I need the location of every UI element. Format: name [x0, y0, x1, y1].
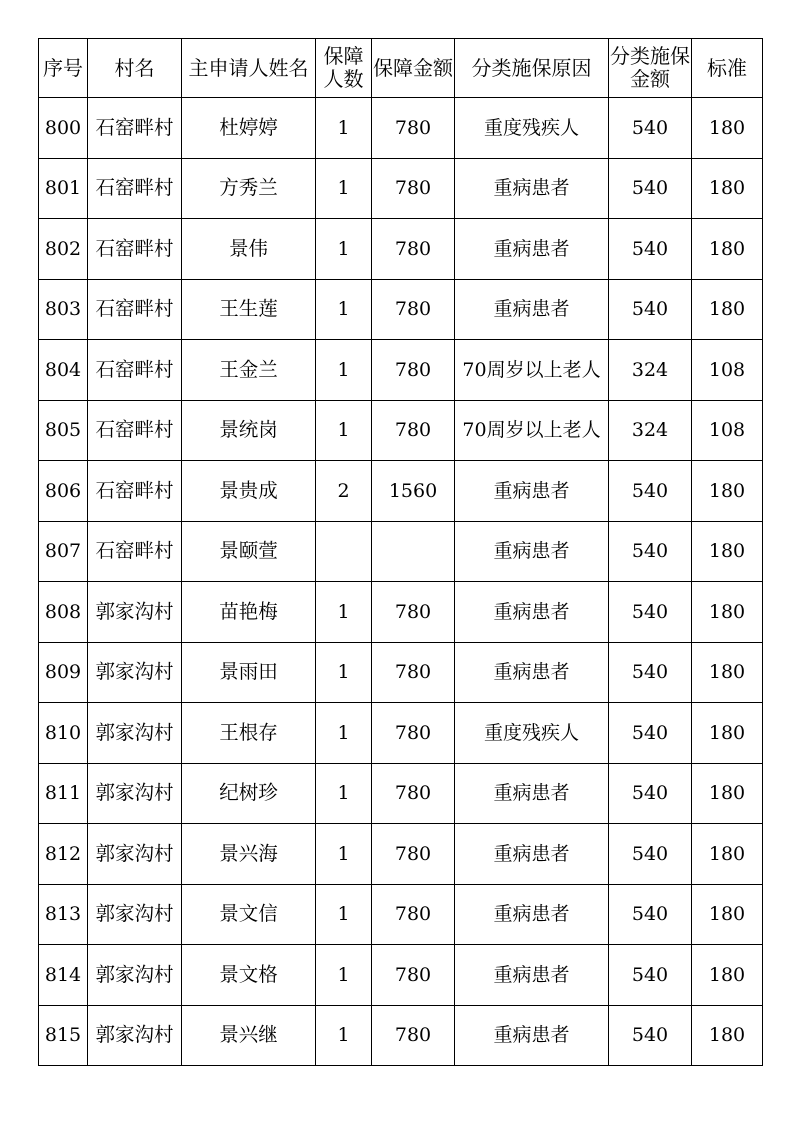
cell-village: 郭家沟村	[88, 824, 182, 885]
header-row	[39, 39, 763, 98]
cell-reason: 重病患者	[455, 582, 609, 643]
cell-amount: 780	[372, 98, 455, 159]
cell-reason: 重病患者	[455, 824, 609, 885]
cell-standard: 180	[692, 158, 763, 219]
cell-class-amount: 540	[609, 884, 692, 945]
table-row	[39, 461, 763, 522]
cell-reason: 重病患者	[455, 279, 609, 340]
cell-reason: 重病患者	[455, 642, 609, 703]
cell-amount: 780	[372, 763, 455, 824]
cell-people: 1	[316, 98, 372, 159]
cell-seq: 806	[39, 461, 88, 522]
cell-reason: 重病患者	[455, 461, 609, 522]
cell-class-amount: 540	[609, 582, 692, 643]
cell-applicant: 景文格	[182, 945, 316, 1006]
assistance-table	[38, 38, 763, 1066]
table-row	[39, 158, 763, 219]
table-row	[39, 642, 763, 703]
cell-seq: 814	[39, 945, 88, 1006]
cell-applicant: 方秀兰	[182, 158, 316, 219]
cell-village: 石窑畔村	[88, 279, 182, 340]
cell-amount: 780	[372, 219, 455, 280]
cell-village: 郭家沟村	[88, 642, 182, 703]
cell-applicant: 景统岗	[182, 400, 316, 461]
cell-seq: 811	[39, 763, 88, 824]
cell-class-amount: 540	[609, 461, 692, 522]
cell-class-amount: 540	[609, 521, 692, 582]
cell-village: 石窑畔村	[88, 98, 182, 159]
cell-seq: 801	[39, 158, 88, 219]
cell-class-amount: 540	[609, 219, 692, 280]
cell-village: 郭家沟村	[88, 582, 182, 643]
cell-standard: 108	[692, 340, 763, 401]
cell-standard: 108	[692, 400, 763, 461]
cell-village: 石窑畔村	[88, 158, 182, 219]
cell-village: 郭家沟村	[88, 763, 182, 824]
cell-village: 石窑畔村	[88, 219, 182, 280]
cell-amount: 780	[372, 158, 455, 219]
cell-standard: 180	[692, 582, 763, 643]
cell-seq: 808	[39, 582, 88, 643]
cell-class-amount: 540	[609, 824, 692, 885]
cell-people: 1	[316, 642, 372, 703]
table-row	[39, 279, 763, 340]
cell-seq: 807	[39, 521, 88, 582]
table-row	[39, 582, 763, 643]
cell-class-amount: 324	[609, 400, 692, 461]
cell-people: 1	[316, 400, 372, 461]
cell-amount: 1560	[372, 461, 455, 522]
table-row	[39, 1005, 763, 1066]
cell-people: 1	[316, 824, 372, 885]
cell-reason: 70周岁以上老人	[455, 400, 609, 461]
cell-reason: 重病患者	[455, 158, 609, 219]
cell-people: 1	[316, 279, 372, 340]
table-row	[39, 219, 763, 280]
cell-applicant: 王根存	[182, 703, 316, 764]
cell-reason: 重病患者	[455, 219, 609, 280]
cell-applicant: 景文信	[182, 884, 316, 945]
table-row	[39, 703, 763, 764]
cell-class-amount: 540	[609, 945, 692, 1006]
cell-people: 1	[316, 1005, 372, 1066]
table-row	[39, 98, 763, 159]
cell-standard: 180	[692, 461, 763, 522]
cell-amount: 780	[372, 642, 455, 703]
cell-village: 石窑畔村	[88, 461, 182, 522]
header-village: 村名	[88, 39, 182, 98]
cell-amount: 780	[372, 884, 455, 945]
cell-people: 1	[316, 582, 372, 643]
cell-seq: 809	[39, 642, 88, 703]
cell-people: 1	[316, 340, 372, 401]
cell-village: 石窑畔村	[88, 521, 182, 582]
cell-seq: 815	[39, 1005, 88, 1066]
cell-reason: 重度残疾人	[455, 98, 609, 159]
cell-amount: 780	[372, 279, 455, 340]
cell-village: 郭家沟村	[88, 1005, 182, 1066]
cell-people: 1	[316, 219, 372, 280]
cell-class-amount: 540	[609, 642, 692, 703]
header-class-amount: 分类施保金额	[609, 39, 692, 98]
cell-class-amount: 324	[609, 340, 692, 401]
cell-seq: 802	[39, 219, 88, 280]
cell-standard: 180	[692, 1005, 763, 1066]
cell-reason: 重病患者	[455, 884, 609, 945]
cell-amount	[372, 521, 455, 582]
table-row	[39, 945, 763, 1006]
cell-class-amount: 540	[609, 279, 692, 340]
cell-standard: 180	[692, 763, 763, 824]
cell-people: 2	[316, 461, 372, 522]
cell-people: 1	[316, 945, 372, 1006]
cell-standard: 180	[692, 703, 763, 764]
cell-applicant: 纪树珍	[182, 763, 316, 824]
cell-applicant: 景兴海	[182, 824, 316, 885]
cell-standard: 180	[692, 884, 763, 945]
cell-standard: 180	[692, 945, 763, 1006]
cell-people: 1	[316, 703, 372, 764]
cell-reason: 重病患者	[455, 763, 609, 824]
cell-applicant: 景伟	[182, 219, 316, 280]
cell-applicant: 王金兰	[182, 340, 316, 401]
cell-standard: 180	[692, 824, 763, 885]
cell-village: 石窑畔村	[88, 400, 182, 461]
cell-seq: 810	[39, 703, 88, 764]
cell-amount: 780	[372, 824, 455, 885]
cell-amount: 780	[372, 1005, 455, 1066]
cell-applicant: 景贵成	[182, 461, 316, 522]
cell-village: 石窑畔村	[88, 340, 182, 401]
cell-seq: 804	[39, 340, 88, 401]
cell-seq: 812	[39, 824, 88, 885]
cell-amount: 780	[372, 582, 455, 643]
header-amount: 保障金额	[372, 39, 455, 98]
cell-amount: 780	[372, 703, 455, 764]
cell-applicant: 景雨田	[182, 642, 316, 703]
cell-standard: 180	[692, 219, 763, 280]
table-row	[39, 884, 763, 945]
cell-applicant: 王生莲	[182, 279, 316, 340]
table-row	[39, 400, 763, 461]
cell-class-amount: 540	[609, 158, 692, 219]
table-row	[39, 340, 763, 401]
header-reason: 分类施保原因	[455, 39, 609, 98]
table-row	[39, 824, 763, 885]
cell-village: 郭家沟村	[88, 945, 182, 1006]
cell-standard: 180	[692, 521, 763, 582]
cell-standard: 180	[692, 279, 763, 340]
header-seq: 序号	[39, 39, 88, 98]
cell-reason: 70周岁以上老人	[455, 340, 609, 401]
cell-seq: 803	[39, 279, 88, 340]
cell-people	[316, 521, 372, 582]
cell-village: 郭家沟村	[88, 884, 182, 945]
header-applicant: 主申请人姓名	[182, 39, 316, 98]
cell-village: 郭家沟村	[88, 703, 182, 764]
cell-applicant: 杜婷婷	[182, 98, 316, 159]
cell-standard: 180	[692, 642, 763, 703]
cell-amount: 780	[372, 340, 455, 401]
table-row	[39, 521, 763, 582]
cell-amount: 780	[372, 945, 455, 1006]
cell-class-amount: 540	[609, 703, 692, 764]
cell-amount: 780	[372, 400, 455, 461]
cell-people: 1	[316, 158, 372, 219]
header-people: 保障人数	[316, 39, 372, 98]
cell-applicant: 景颐萱	[182, 521, 316, 582]
cell-class-amount: 540	[609, 98, 692, 159]
cell-reason: 重病患者	[455, 521, 609, 582]
cell-applicant: 景兴继	[182, 1005, 316, 1066]
cell-people: 1	[316, 884, 372, 945]
cell-seq: 813	[39, 884, 88, 945]
table-row	[39, 763, 763, 824]
cell-standard: 180	[692, 98, 763, 159]
cell-seq: 800	[39, 98, 88, 159]
cell-reason: 重度残疾人	[455, 703, 609, 764]
header-standard: 标准	[692, 39, 763, 98]
cell-reason: 重病患者	[455, 945, 609, 1006]
cell-people: 1	[316, 763, 372, 824]
cell-seq: 805	[39, 400, 88, 461]
cell-class-amount: 540	[609, 763, 692, 824]
cell-applicant: 苗艳梅	[182, 582, 316, 643]
cell-reason: 重病患者	[455, 1005, 609, 1066]
cell-class-amount: 540	[609, 1005, 692, 1066]
